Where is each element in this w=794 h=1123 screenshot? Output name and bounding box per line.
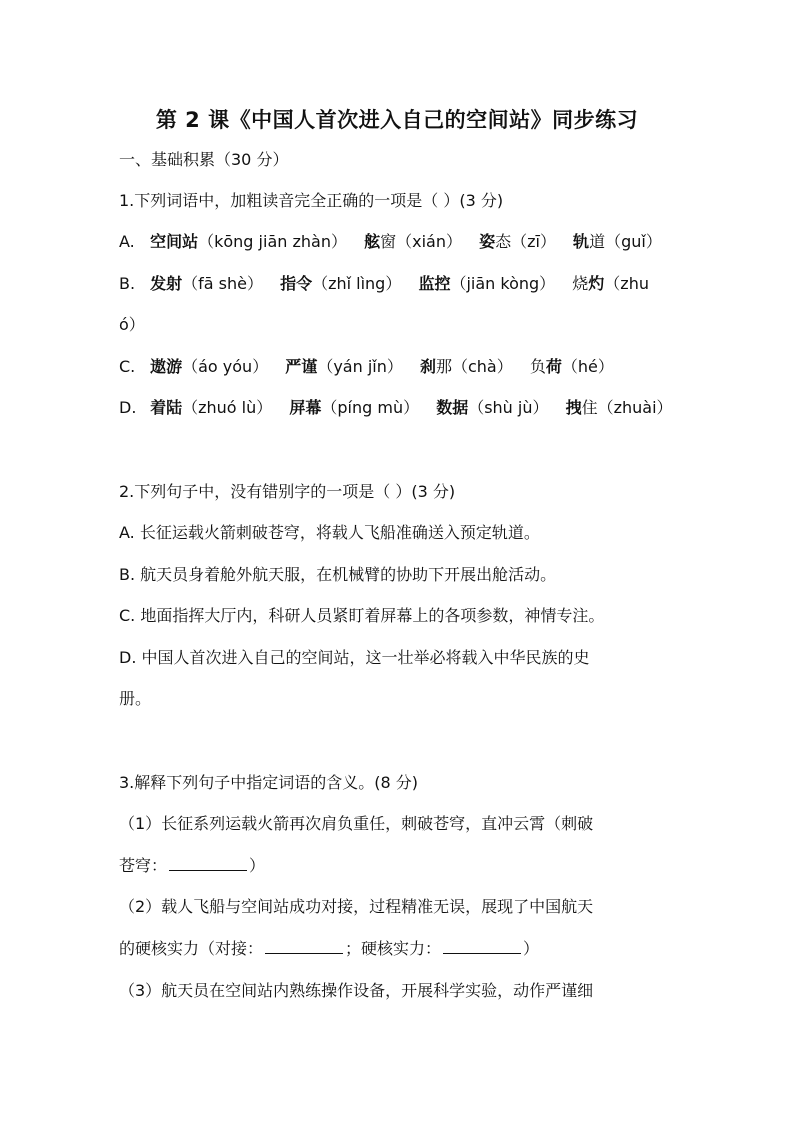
question-3-item-3: （3）航天员在空间站内熟练操作设备，开展科学实验，动作严谨细: [119, 981, 594, 1000]
option-word: 着陆（zhuó lù）: [150, 398, 273, 417]
option-word: 烧灼（zhu: [572, 274, 649, 293]
question-2-option-a: A. 长征运载火箭刺破苍穹，将载人飞船准确送入预定轨道。: [119, 523, 540, 542]
option-word: 严谨（yán jǐn）: [285, 357, 403, 376]
option-word: 姿态（zī）: [479, 232, 556, 251]
question-3-item-2-continued: 的硬核实力（对接： ；硬核实力： ）: [119, 939, 540, 958]
question-1-option-d: [119, 396, 679, 420]
question-3-item-1: （1）长征系列运载火箭再次肩负重任，刺破苍穹，直冲云霄（刺破: [119, 814, 594, 833]
question-2-option-d-continued: 册。: [119, 689, 152, 708]
option-word: 数据（shù jù）: [436, 398, 549, 417]
option-word: 负荷（hé）: [529, 357, 614, 376]
question-1-option-a: [119, 230, 679, 254]
question-1-option-c: [119, 355, 679, 379]
question-3-item-2: （2）载人飞船与空间站成功对接，过程精准无误，展现了中国航天: [119, 897, 594, 916]
question-2-stem: 2.下列句子中，没有错别字的一项是（ ）(3 分): [119, 482, 456, 501]
question-2-option-c: C. 地面指挥大厅内，科研人员紧盯着屏幕上的各项参数，神情专注。: [119, 606, 605, 625]
option-letter: C.: [119, 357, 136, 376]
option-word: 空间站（kōng jiān zhàn）: [150, 232, 347, 251]
option-word: 拽住（zhuài）: [565, 398, 673, 417]
option-word: 轨道（guǐ）: [573, 232, 662, 251]
question-1-option-b-continued: ó）: [119, 315, 145, 334]
question-3-stem: 3.解释下列句子中指定词语的含义。(8 分): [119, 773, 419, 792]
option-word: 遨游（áo yóu）: [150, 357, 269, 376]
question-2-option-b: B. 航天员身着舱外航天服，在机械臂的协助下开展出舱活动。: [119, 565, 557, 584]
option-word: 监控（jiān kòng）: [418, 274, 556, 293]
question-3-item-1-continued: 苍穹： ）: [119, 856, 266, 875]
section-heading: 一、基础积累（30 分）: [119, 150, 289, 169]
option-word: 指令（zhǐ lìng）: [280, 274, 402, 293]
option-letter: D.: [119, 398, 137, 417]
question-1-option-b: [119, 272, 679, 296]
answer-blank[interactable]: [443, 937, 521, 954]
question-2-option-d: D. 中国人首次进入自己的空间站，这一壮举必将载入中华民族的史: [119, 648, 590, 667]
option-letter: A.: [119, 232, 135, 251]
question-1-stem: 1.下列词语中，加粗读音完全正确的一项是（ ）(3 分): [119, 191, 504, 210]
option-word: 舷窗（xián）: [364, 232, 462, 251]
option-letter: B.: [119, 274, 136, 293]
answer-blank[interactable]: [169, 854, 247, 871]
page-title: 第 2 课《中国人首次进入自己的空间站》同步练习: [155, 108, 639, 132]
answer-blank[interactable]: [265, 937, 343, 954]
option-word: 屏幕（píng mù）: [289, 398, 420, 417]
option-word: 刹那（chà）: [419, 357, 513, 376]
option-word: 发射（fā shè）: [150, 274, 263, 293]
